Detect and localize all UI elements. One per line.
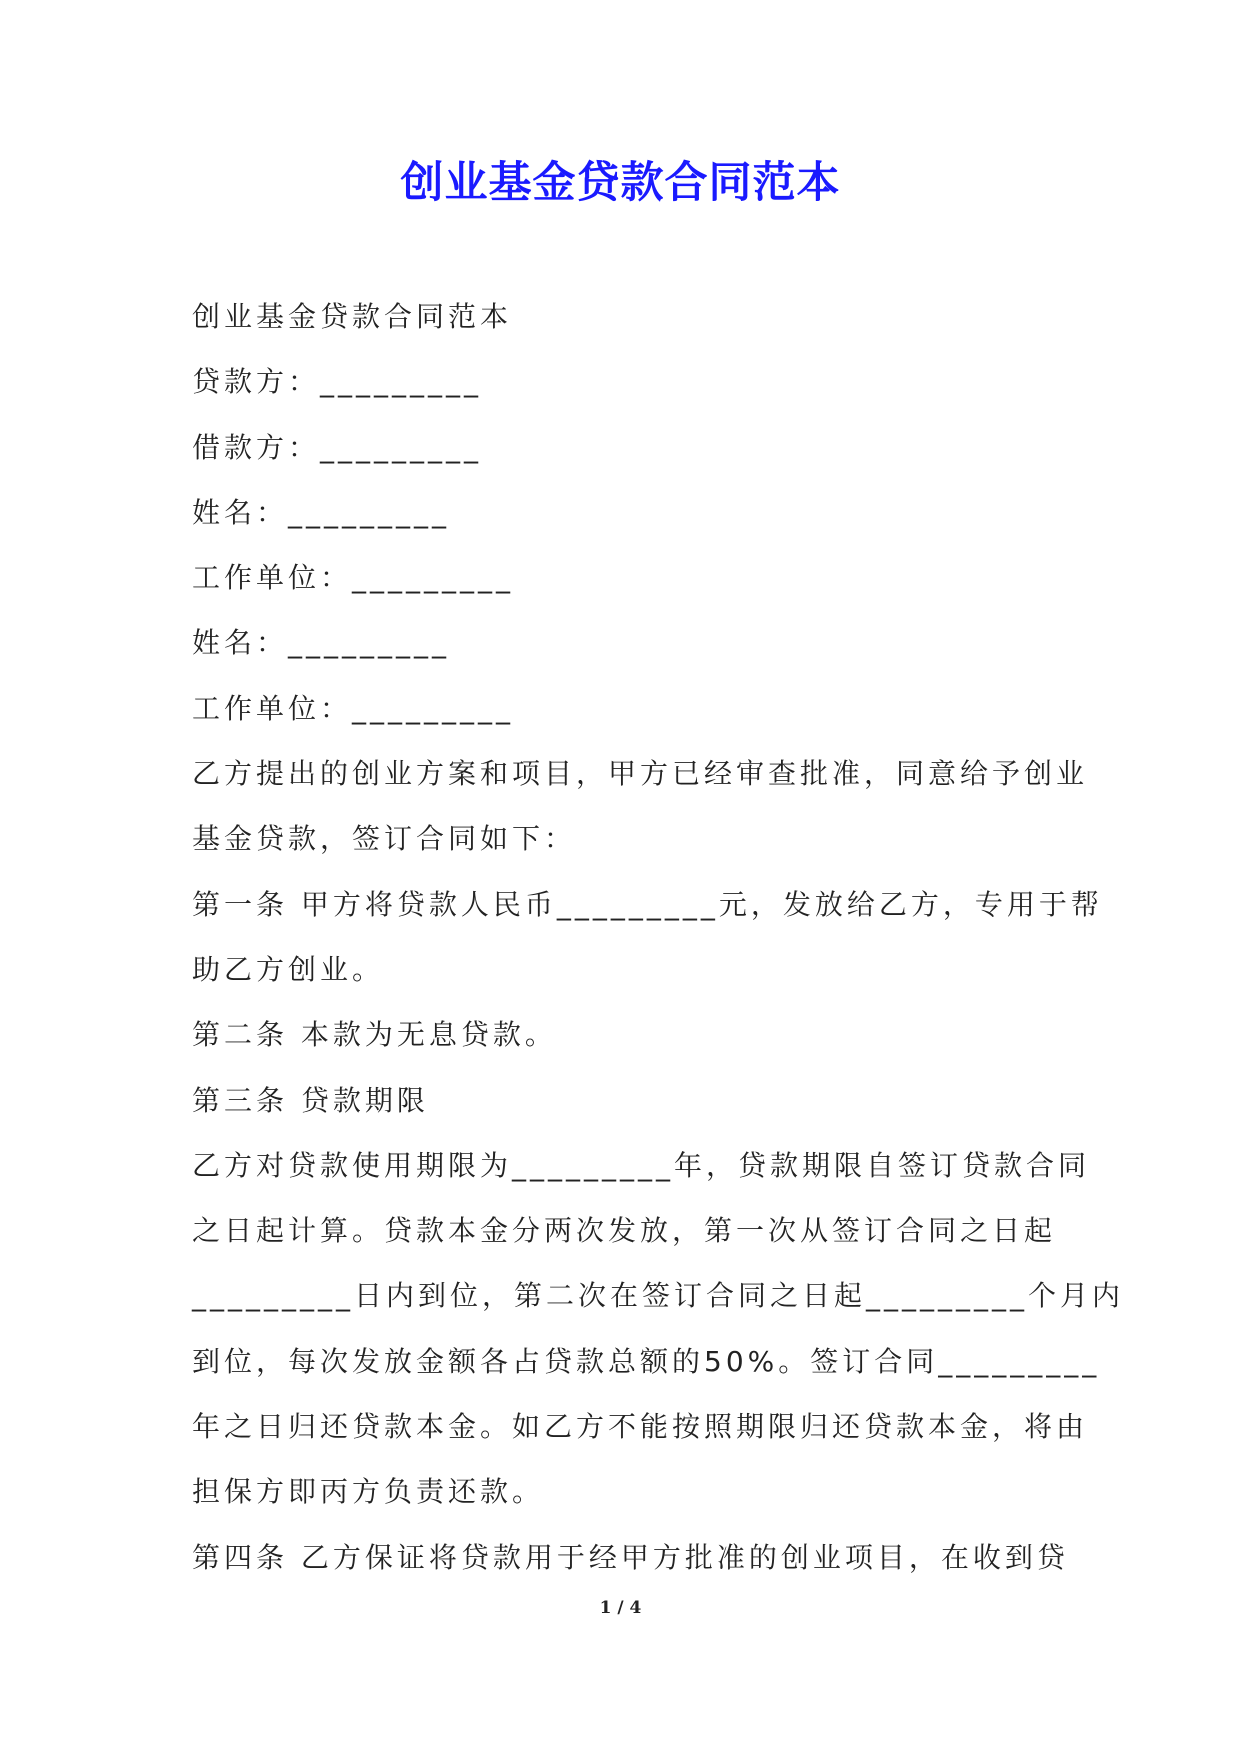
body-line: 工作单位：_________ bbox=[192, 561, 515, 595]
body-line: 到位，每次发放金额各占贷款总额的50%。签订合同_________ bbox=[192, 1344, 1101, 1378]
body-line: 乙方对贷款使用期限为_________年，贷款期限自签订贷款合同 bbox=[192, 1148, 1091, 1182]
body-line: 第三条 贷款期限 bbox=[192, 1083, 429, 1117]
body-line: 借款方：_________ bbox=[192, 430, 483, 464]
body-line: 工作单位：_________ bbox=[192, 691, 515, 725]
body-line: _________日内到位，第二次在签订合同之日起_________个月内 bbox=[192, 1279, 1125, 1313]
document-title: 创业基金贷款合同范本 bbox=[400, 158, 841, 208]
body-line: 担保方即丙方负责还款。 bbox=[192, 1475, 545, 1509]
body-line: 助乙方创业。 bbox=[192, 952, 385, 986]
body-line: 第一条 甲方将贷款人民币_________元，发放给乙方，专用于帮 bbox=[192, 887, 1103, 921]
body-line: 贷款方：_________ bbox=[192, 365, 483, 399]
body-line: 第四条 乙方保证将贷款用于经甲方批准的创业项目，在收到贷 bbox=[192, 1540, 1069, 1574]
body-line: 创业基金贷款合同范本 bbox=[192, 300, 513, 333]
body-line: 姓名：_________ bbox=[192, 495, 451, 529]
body-line: 姓名：_________ bbox=[192, 626, 451, 660]
body-line: 年之日归还贷款本金。如乙方不能按照期限归还贷款本金，将由 bbox=[192, 1410, 1089, 1444]
body-line: 基金贷款，签订合同如下： bbox=[192, 822, 577, 856]
body-line: 之日起计算。贷款本金分两次发放，第一次从签订合同之日起 bbox=[192, 1214, 1057, 1248]
document-body bbox=[192, 285, 1125, 1591]
body-line: 第二条 本款为无息贷款。 bbox=[192, 1018, 557, 1052]
page-number: 1 / 4 bbox=[599, 1598, 642, 1618]
body-line: 乙方提出的创业方案和项目，甲方已经审查批准，同意给予创业 bbox=[192, 757, 1089, 791]
